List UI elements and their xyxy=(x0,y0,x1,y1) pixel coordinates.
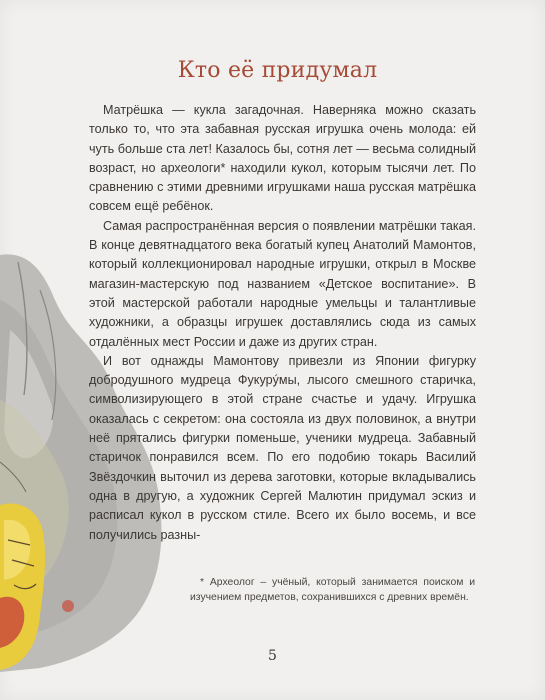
paragraph-2: Самая распространённая версия о появлении матрёшки такая. В конце девятнадцатого века богатый купец Анатолий Мамонтов, который коллекционировал народные игрушки, открыл в Москве магазин-мастерскую под названием «Детское воспитание». В этой мастерской работали народные умельцы и талантливые художники, а образцы игрушек доставлялись сюда из самых отдалённых мест России и даже из других стран. xyxy=(89,218,476,349)
paragraph-3: И вот однажды Мамонтову привезли из Японии фигурку добродушного мудреца Фукурýмы, лысого смешного старичка, символизирующего в этой стране счастье и удачу. Игрушка оказалась с секретом: она состояла из двух половинок, а внутри неё прятались фигурки поменьше, ученики мудреца. Забавный старичок понравился всем. По его подобию токарь Василий Звёздочкин выточил из дерева заготовки, которые вкладывались одна в другую, а художник Сергей Малютин придумал эскиз и расписал кукол в русском стиле. Всего их было восемь, и все получились разны- xyxy=(89,353,476,542)
footnote xyxy=(190,575,475,605)
paragraph-1: Матрёшка — кукла загадочная. Наверняка можно сказать только то, что эта забавная русская игрушка очень молода: ей чуть больше ста лет! Казалось бы, сотня лет — весьма солидный возраст, но археологи* находили кукол, которым тысячи лет. По сравнению с этими древними игрушками наша русская матрёшка совсем ещё ребёнок. xyxy=(89,103,476,214)
footnote-text: * Археолог – учёный, который занимается поиском и изучением предметов, сохранившихся с древних времён. xyxy=(190,577,475,603)
page-number: 5 xyxy=(268,648,277,664)
body-text xyxy=(89,101,476,545)
chapter-title: Кто её придумал xyxy=(177,58,378,83)
